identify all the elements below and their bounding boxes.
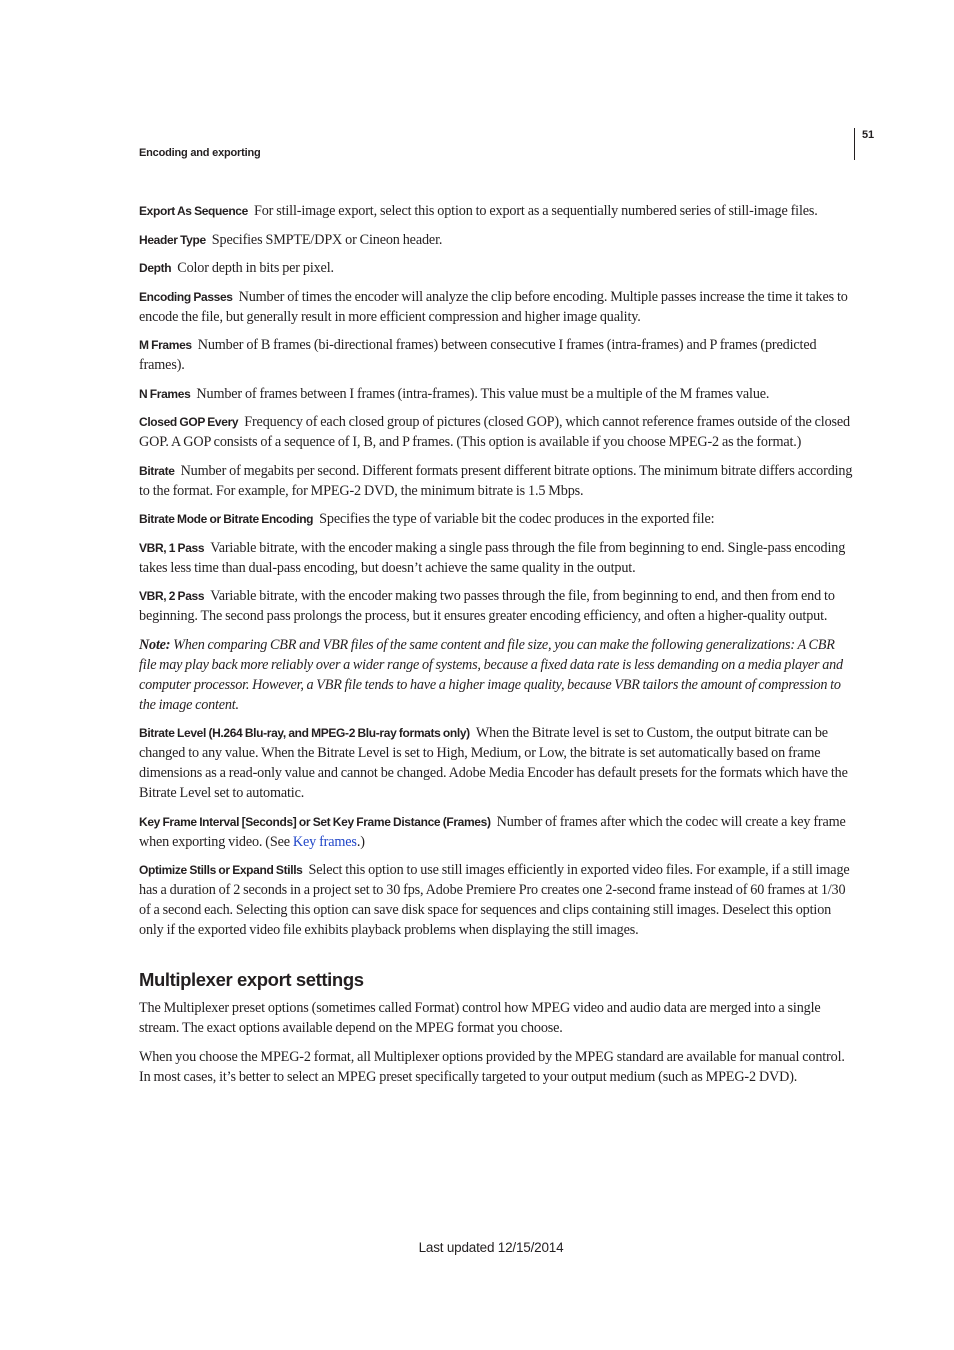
definition-export-as-sequence [139, 201, 853, 221]
section-heading: Multiplexer export settings [139, 969, 364, 990]
definition-text: Number of frames after which the codec will create a key frame when exporting video. (See [139, 813, 846, 850]
section-paragraph: When you choose the MPEG-2 format, all Multiplexer options provided by the MPEG standard are available for manual control. In most cases, it’s better to select an MPEG preset specifically targeted to your output medium (such as MPEG-2 DVD). [139, 1048, 845, 1085]
definition-term: VBR, 1 Pass [139, 540, 205, 555]
definition-n-frames [139, 384, 853, 404]
definition-term: Bitrate Level (H.264 Blu-ray, and MPEG-2 Blu-ray formats only) [139, 726, 470, 740]
page-content [139, 201, 853, 1095]
definition-vbr-2-pass [139, 586, 853, 626]
definition-text: Frequency of each closed group of pictures (closed GOP), which cannot reference frames outside of the closed GOP. A GOP consists of a sequence of I, B, and P frames. (This option is available if you choose MPEG-2 as the format.) [139, 414, 850, 450]
definition-text: Number of frames between I frames (intra-frames). This value must be a multiple of the M frames value. [196, 385, 770, 402]
definition-text: Number of times the encoder will analyze the clip before encoding. Multiple passes increase the time it takes to encode the file, but generally result in more efficient compression and higher image quality. [139, 288, 848, 325]
definition-term: Depth [139, 261, 172, 275]
note-paragraph [139, 635, 853, 715]
definition-optimize-stills [139, 860, 853, 940]
definition-term: Bitrate [139, 463, 175, 478]
definition-bitrate-mode [139, 509, 853, 529]
page-number: 51 [862, 129, 875, 141]
note-text: When comparing CBR and VBR files of the same content and file size, you can make the following generalizations: A CBR file may play back more reliably over a wider range of systems, because a fixed data rate is less demanding on a media player and computer processor. However, a VBR file tends to have a higher image quality, because VBR tailors the amount of compression to the image content. [139, 636, 843, 713]
footer-last-updated: Last updated 12/15/2014 [418, 1240, 564, 1255]
definition-m-frames [139, 335, 853, 375]
key-frames-link[interactable]: Key frames [292, 833, 357, 850]
definition-bitrate [139, 461, 853, 501]
definition-term: Export As Sequence [139, 204, 248, 218]
page-number-rule [854, 128, 855, 160]
definition-depth [139, 258, 853, 278]
definition-term: N Frames [139, 386, 191, 401]
definition-key-frame-interval [139, 812, 853, 852]
definition-text: When the Bitrate level is set to Custom, the output bitrate can be changed to any value. When the Bitrate Level is set to High, Medium, or Low, the bitrate is set automatically based on frame dimensions as a read-only value and cannot be changed. Adobe Media Encoder has default presets for the formats which have the Bitrate Level set to automatic. [139, 725, 848, 801]
definition-text: Select this option to use still images efficiently in exported video files. For example, if a still image has a duration of 2 seconds in a project set to 30 fps, Adobe Premiere Pro creates one 2-second frame instead of 60 frames at 1/30 of a second each. Selecting this option can save disk space for sequences and clips containing still images. Deselect this option only if the exported video file exhibits playback problems when displaying the still images. [139, 862, 850, 938]
section-paragraph: The Multiplexer preset options (sometimes called Format) control how MPEG video and audio data are merged into a single stream. The exact options available depend on the MPEG format you choose. [139, 1000, 821, 1036]
definition-text: Variable bitrate, with the encoder making two passes through the file, from beginning to end, and then from end to beginning. The second pass prolongs the process, but it ensures greater encoding efficiency, and often a higher-quality output. [139, 588, 835, 624]
definition-header-type [139, 230, 853, 250]
definition-text: Color depth in bits per pixel. [177, 260, 334, 276]
definition-encoding-passes [139, 287, 853, 327]
definition-term: Optimize Stills or Expand Stills [139, 863, 303, 877]
definition-term: M Frames [139, 338, 192, 352]
definition-text: For still-image export, select this option to export as a sequentially numbered series of still-image files. [253, 203, 818, 219]
definition-term: Key Frame Interval [Seconds] or Set Key Frame Distance (Frames) [139, 814, 491, 829]
definition-text: Variable bitrate, with the encoder making a single pass through the file from beginning to end. Single-pass encoding takes less time than dual-pass encoding, but doesn’t achieve the same quality in the output. [139, 539, 846, 576]
note-label: Note: [139, 636, 171, 653]
definition-text: Specifies SMPTE/DPX or Cineon header. [211, 231, 443, 248]
definition-text: Number of B frames (bi-directional frames) between consecutive I frames (intra-frames) and P frames (predicted frames). [139, 337, 817, 373]
definition-term: Closed GOP Every [139, 415, 239, 429]
definition-term: VBR, 2 Pass [139, 589, 205, 603]
definition-text: Specifies the type of variable bit the codec produces in the exported file: [319, 511, 715, 527]
definition-term: Encoding Passes [139, 289, 233, 304]
definition-text-end: .) [356, 833, 365, 850]
definition-closed-gop-every [139, 412, 853, 452]
running-header: Encoding and exporting [139, 147, 261, 159]
definition-term: Header Type [139, 232, 206, 247]
definition-vbr-1-pass [139, 538, 853, 578]
definition-bitrate-level [139, 723, 853, 803]
definition-term: Bitrate Mode or Bitrate Encoding [139, 512, 314, 526]
definition-text: Number of megabits per second. Different formats present different bitrate options. The minimum bitrate differs according to the format. For example, for MPEG-2 DVD, the minimum bitrate is 1.5 Mbps. [139, 462, 853, 499]
